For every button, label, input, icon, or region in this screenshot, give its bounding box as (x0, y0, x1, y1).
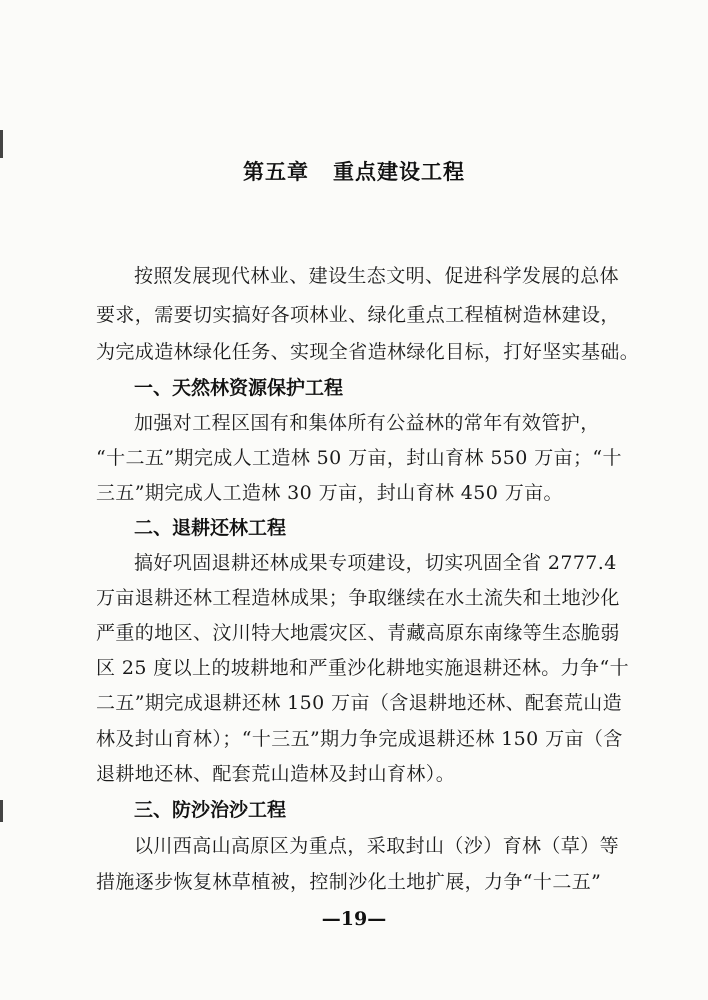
paragraph-line: 严重的地区、汶川特大地震灾区、青藏高原东南缘等生态脆弱 (96, 622, 620, 644)
section-heading: 二、退耕还林工程 (134, 517, 287, 539)
intro-line: 按照发展现代林业、建设生态文明、促进科学发展的总体 (134, 265, 620, 287)
scan-edge-mark (0, 130, 3, 158)
paragraph-line: 林及封山育林）；“十三五”期力争完成退耕还林 150 万亩（含 (96, 728, 623, 750)
intro-line: 为完成造林绿化任务、实现全省造林绿化目标，打好坚实基础。 (96, 341, 640, 363)
section-heading: 三、防沙治沙工程 (134, 799, 287, 821)
scan-edge-mark (0, 800, 3, 822)
section-heading: 一、天然林资源保护工程 (134, 377, 344, 399)
intro-line: 要求，需要切实搞好各项林业、绿化重点工程植树造林建设， (96, 304, 620, 326)
paragraph-line: 三五”期完成人工造林 30 万亩，封山育林 450 万亩。 (96, 482, 563, 504)
paragraph-line: 加强对工程区国有和集体所有公益林的常年有效管护， (134, 412, 600, 434)
chapter-number: 第五章 (243, 160, 309, 184)
paragraph-line: 退耕地还林、配套荒山造林及封山育林）。 (96, 763, 456, 785)
paragraph-line: 以川西高山高原区为重点，采取封山（沙）育林（草）等 (134, 835, 620, 857)
chapter-name: 重点建设工程 (333, 160, 465, 184)
paragraph-line: 措施逐步恢复林草植被，控制沙化土地扩展，力争“十二五” (96, 871, 602, 893)
chapter-title (0, 156, 708, 186)
paragraph-line: 二五”期完成退耕还林 150 万亩（含退耕地还林、配套荒山造 (96, 692, 623, 714)
paragraph-line: “十二五”期完成人工造林 50 万亩，封山育林 550 万亩；“十 (96, 447, 622, 469)
paragraph-line: 区 25 度以上的坡耕地和严重沙化耕地实施退耕还林。力争“十 (96, 657, 629, 679)
paragraph-line: 万亩退耕还林工程造林成果；争取继续在水土流失和土地沙化 (96, 587, 620, 609)
page-number: —19— (321, 908, 387, 930)
paragraph-line: 搞好巩固退耕还林成果专项建设，切实巩固全省 2777.4 (134, 552, 617, 574)
